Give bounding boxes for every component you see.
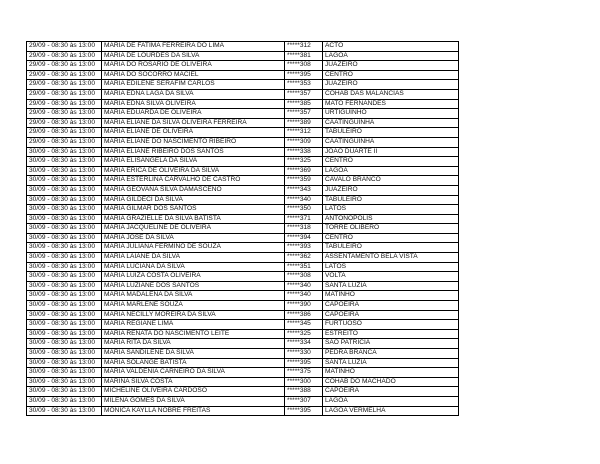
slot-cell: 29/09 - 08:30 às 13:00 [27, 118, 102, 128]
slot-cell: 30/09 - 08:30 às 13:00 [27, 253, 102, 263]
name-cell: MARIA LUCIANA DA SILVA [102, 262, 285, 272]
slot-cell: 29/09 - 08:30 às 13:00 [27, 128, 102, 138]
table-row [27, 42, 459, 52]
location-cell: PEDRA BRANCA [323, 349, 459, 359]
location-cell: MATO FERNANDES [323, 99, 459, 109]
name-cell: MARIA LUIZA COSTA OLIVEIRA [102, 272, 285, 282]
code-cell: *****389 [285, 118, 323, 128]
name-cell: MARIA ESTERLINA CARVALHO DE CASTRO [102, 176, 285, 186]
location-cell: LATOS [323, 205, 459, 215]
code-cell: *****343 [285, 185, 323, 195]
code-cell: *****345 [285, 320, 323, 330]
slot-cell: 30/09 - 08:30 às 13:00 [27, 262, 102, 272]
code-cell: *****394 [285, 233, 323, 243]
table-row [27, 339, 459, 349]
table-row [27, 195, 459, 205]
code-cell: *****309 [285, 137, 323, 147]
location-cell: COHAB DO MACHADO [323, 377, 459, 387]
code-cell: *****359 [285, 176, 323, 186]
table-row [27, 301, 459, 311]
code-cell: *****300 [285, 377, 323, 387]
slot-cell: 30/09 - 08:30 às 13:00 [27, 406, 102, 416]
name-cell: MARIA JACQUELINE DE OLIVEIRA [102, 224, 285, 234]
code-cell: *****357 [285, 89, 323, 99]
code-cell: *****357 [285, 109, 323, 119]
table-row [27, 118, 459, 128]
location-cell: COHAB DAS MALANCIAS [323, 89, 459, 99]
name-cell: MARIA RENATA DO NASCIMENTO LEITE [102, 329, 285, 339]
name-cell: MARIA EDNA LAGA DA SILVA [102, 89, 285, 99]
slot-cell: 30/09 - 08:30 às 13:00 [27, 349, 102, 359]
slot-cell: 30/09 - 08:30 às 13:00 [27, 310, 102, 320]
code-cell: *****369 [285, 166, 323, 176]
slot-cell: 30/09 - 08:30 às 13:00 [27, 205, 102, 215]
code-cell: *****338 [285, 147, 323, 157]
location-cell: VOLTA [323, 272, 459, 282]
table-row [27, 166, 459, 176]
code-cell: *****325 [285, 157, 323, 167]
location-cell: CAPOEIRA [323, 387, 459, 397]
code-cell: *****312 [285, 42, 323, 52]
code-cell: *****350 [285, 205, 323, 215]
name-cell: MARIA EDUARDA DE OLIVEIRA [102, 109, 285, 119]
location-cell: JUAZEIRO [323, 80, 459, 90]
table-row [27, 89, 459, 99]
table-row [27, 262, 459, 272]
slot-cell: 29/09 - 08:30 às 13:00 [27, 109, 102, 119]
name-cell: MARIA VALDENIA CARNEIRO DA SILVA [102, 368, 285, 378]
table-row [27, 320, 459, 330]
table-row [27, 61, 459, 71]
location-cell: CAVALO BRANCO [323, 176, 459, 186]
table-row [27, 224, 459, 234]
location-cell: CAATINGUINHA [323, 137, 459, 147]
name-cell: MARIA DO SOCORRO MACIEL [102, 70, 285, 80]
location-cell: CAATINGUINHA [323, 118, 459, 128]
slot-cell: 29/09 - 08:30 às 13:00 [27, 80, 102, 90]
schedule-table-body [27, 42, 459, 416]
name-cell: MARIA GEOVANA SILVA DAMASCENO [102, 185, 285, 195]
location-cell: CAPOEIRA [323, 310, 459, 320]
name-cell: MARIA GILDECI DA SILVA [102, 195, 285, 205]
location-cell: MATINHO [323, 291, 459, 301]
slot-cell: 30/09 - 08:30 às 13:00 [27, 185, 102, 195]
name-cell: MARIA GRAZIELLE DA SILVA BATISTA [102, 214, 285, 224]
schedule-sheet [26, 41, 459, 416]
table-row [27, 80, 459, 90]
code-cell: *****340 [285, 195, 323, 205]
code-cell: *****362 [285, 253, 323, 263]
table-row [27, 406, 459, 416]
code-cell: *****340 [285, 281, 323, 291]
code-cell: *****371 [285, 214, 323, 224]
location-cell: FURTUOSO [323, 320, 459, 330]
location-cell: MATINHO [323, 368, 459, 378]
table-row [27, 377, 459, 387]
location-cell: CAPOEIRA [323, 301, 459, 311]
name-cell: MILENA GOMES DA SILVA [102, 396, 285, 406]
table-row [27, 70, 459, 80]
code-cell: *****340 [285, 291, 323, 301]
name-cell: MARIA MARLENE SOUZA [102, 301, 285, 311]
table-row [27, 128, 459, 138]
code-cell: *****330 [285, 349, 323, 359]
name-cell: MARIA ELIANE DA SILVA OLIVEIRA FERREIRA [102, 118, 285, 128]
table-row [27, 99, 459, 109]
table-row [27, 233, 459, 243]
code-cell: *****390 [285, 301, 323, 311]
location-cell: ESTREITO [323, 329, 459, 339]
location-cell: LAGOA [323, 166, 459, 176]
table-row [27, 291, 459, 301]
table-row [27, 214, 459, 224]
location-cell: JUAZEIRO [323, 61, 459, 71]
table-row [27, 310, 459, 320]
slot-cell: 29/09 - 08:30 às 13:00 [27, 42, 102, 52]
location-cell: TABULEIRO [323, 128, 459, 138]
name-cell: MARIA EDILENE SERAFIM CARLOS [102, 80, 285, 90]
name-cell: MARIA ELIANE RIBEIRO DOS SANTOS [102, 147, 285, 157]
code-cell: *****381 [285, 51, 323, 61]
table-row [27, 368, 459, 378]
code-cell: *****395 [285, 406, 323, 416]
table-row [27, 281, 459, 291]
code-cell: *****308 [285, 272, 323, 282]
code-cell: *****325 [285, 329, 323, 339]
slot-cell: 30/09 - 08:30 às 13:00 [27, 387, 102, 397]
slot-cell: 30/09 - 08:30 às 13:00 [27, 329, 102, 339]
slot-cell: 30/09 - 08:30 às 13:00 [27, 291, 102, 301]
slot-cell: 30/09 - 08:30 às 13:00 [27, 157, 102, 167]
location-cell: LAGOA [323, 396, 459, 406]
name-cell: MARIA EDNA SILVA OLIVEIRA [102, 99, 285, 109]
table-row [27, 137, 459, 147]
name-cell: MARIA JULIANA FERMINO DE SOUZA [102, 243, 285, 253]
location-cell: CENTRO [323, 70, 459, 80]
name-cell: MARIA GILMAR DOS SANTOS [102, 205, 285, 215]
slot-cell: 30/09 - 08:30 às 13:00 [27, 176, 102, 186]
name-cell: MARIA ERICA DE OLIVEIRA DA SILVA [102, 166, 285, 176]
code-cell: *****351 [285, 262, 323, 272]
location-cell: JOÃO DUARTE II [323, 147, 459, 157]
slot-cell: 30/09 - 08:30 às 13:00 [27, 396, 102, 406]
table-row [27, 272, 459, 282]
code-cell: *****395 [285, 358, 323, 368]
location-cell: CENTRO [323, 157, 459, 167]
slot-cell: 30/09 - 08:30 às 13:00 [27, 377, 102, 387]
code-cell: *****388 [285, 387, 323, 397]
name-cell: MARIA DO ROSARIO DE OLIVEIRA [102, 61, 285, 71]
slot-cell: 30/09 - 08:30 às 13:00 [27, 233, 102, 243]
name-cell: MONICA KAYLLA NOBRE FREITAS [102, 406, 285, 416]
table-row [27, 109, 459, 119]
name-cell: MARIA JOSE DA SILVA [102, 233, 285, 243]
table-row [27, 358, 459, 368]
slot-cell: 30/09 - 08:30 às 13:00 [27, 358, 102, 368]
name-cell: MARIA ELIANE DO NASCIMENTO RIBEIRO [102, 137, 285, 147]
slot-cell: 29/09 - 08:30 às 13:00 [27, 70, 102, 80]
location-cell: SANTA LUZIA [323, 281, 459, 291]
name-cell: MARIA SOLANGE BATISTA [102, 358, 285, 368]
name-cell: MICHELINE OLIVEIRA CARDOSO [102, 387, 285, 397]
location-cell: TABULEIRO [323, 243, 459, 253]
name-cell: MARIA NECILLY MOREIRA DA SILVA [102, 310, 285, 320]
table-row [27, 349, 459, 359]
table-row [27, 243, 459, 253]
name-cell: MARIA MADALENA DA SILVA [102, 291, 285, 301]
location-cell: SAO PATRICIA [323, 339, 459, 349]
slot-cell: 30/09 - 08:30 às 13:00 [27, 214, 102, 224]
location-cell: SANTA LUZIA [323, 358, 459, 368]
table-row [27, 51, 459, 61]
location-cell: LAGOA [323, 51, 459, 61]
table-row [27, 157, 459, 167]
schedule-table [26, 41, 459, 416]
slot-cell: 29/09 - 08:30 às 13:00 [27, 51, 102, 61]
location-cell: TORRE OLIBERO [323, 224, 459, 234]
location-cell: ACTO [323, 42, 459, 52]
location-cell: LATOS [323, 262, 459, 272]
table-row [27, 387, 459, 397]
code-cell: *****385 [285, 99, 323, 109]
code-cell: *****334 [285, 339, 323, 349]
slot-cell: 29/09 - 08:30 às 13:00 [27, 89, 102, 99]
name-cell: MARIA REGIANE LIMA [102, 320, 285, 330]
slot-cell: 30/09 - 08:30 às 13:00 [27, 224, 102, 234]
table-row [27, 176, 459, 186]
slot-cell: 30/09 - 08:30 às 13:00 [27, 368, 102, 378]
slot-cell: 30/09 - 08:30 às 13:00 [27, 339, 102, 349]
code-cell: *****386 [285, 310, 323, 320]
location-cell: ASSENTAMENTO BELA VISTA [323, 253, 459, 263]
slot-cell: 30/09 - 08:30 às 13:00 [27, 243, 102, 253]
code-cell: *****307 [285, 396, 323, 406]
name-cell: MARIA LUZIANE DOS SANTOS [102, 281, 285, 291]
code-cell: *****393 [285, 243, 323, 253]
code-cell: *****318 [285, 224, 323, 234]
name-cell: MARIA SANDILENE DA SILVA [102, 349, 285, 359]
slot-cell: 29/09 - 08:30 às 13:00 [27, 61, 102, 71]
table-row [27, 185, 459, 195]
table-row [27, 205, 459, 215]
table-row [27, 329, 459, 339]
slot-cell: 29/09 - 08:30 às 13:00 [27, 137, 102, 147]
name-cell: MARIA ELISANGELA DA SILVA [102, 157, 285, 167]
table-row [27, 253, 459, 263]
table-row [27, 147, 459, 157]
location-cell: LAGOA VERMELHA [323, 406, 459, 416]
slot-cell: 30/09 - 08:30 às 13:00 [27, 195, 102, 205]
slot-cell: 30/09 - 08:30 às 13:00 [27, 301, 102, 311]
name-cell: MARINA SILVA COSTA [102, 377, 285, 387]
location-cell: JUAZEIRO [323, 185, 459, 195]
code-cell: *****353 [285, 80, 323, 90]
name-cell: MARIA LAIANE DA SILVA [102, 253, 285, 263]
name-cell: MARIA RITA DA SILVA [102, 339, 285, 349]
code-cell: *****395 [285, 70, 323, 80]
slot-cell: 30/09 - 08:30 às 13:00 [27, 281, 102, 291]
name-cell: MARIA ELIANE DE OLIVEIRA [102, 128, 285, 138]
location-cell: TABULEIRO [323, 195, 459, 205]
code-cell: *****308 [285, 61, 323, 71]
slot-cell: 30/09 - 08:30 às 13:00 [27, 272, 102, 282]
location-cell: URTIGUINHO [323, 109, 459, 119]
table-row [27, 396, 459, 406]
slot-cell: 29/09 - 08:30 às 13:00 [27, 99, 102, 109]
code-cell: *****312 [285, 128, 323, 138]
location-cell: ANTONOPOLIS [323, 214, 459, 224]
name-cell: MARIA DE LOURDES DA SILVA [102, 51, 285, 61]
slot-cell: 30/09 - 08:30 às 13:00 [27, 147, 102, 157]
slot-cell: 30/09 - 08:30 às 13:00 [27, 320, 102, 330]
location-cell: CENTRO [323, 233, 459, 243]
name-cell: MARIA DE FATIMA FERREIRA DO LIMA [102, 42, 285, 52]
slot-cell: 30/09 - 08:30 às 13:00 [27, 166, 102, 176]
code-cell: *****375 [285, 368, 323, 378]
